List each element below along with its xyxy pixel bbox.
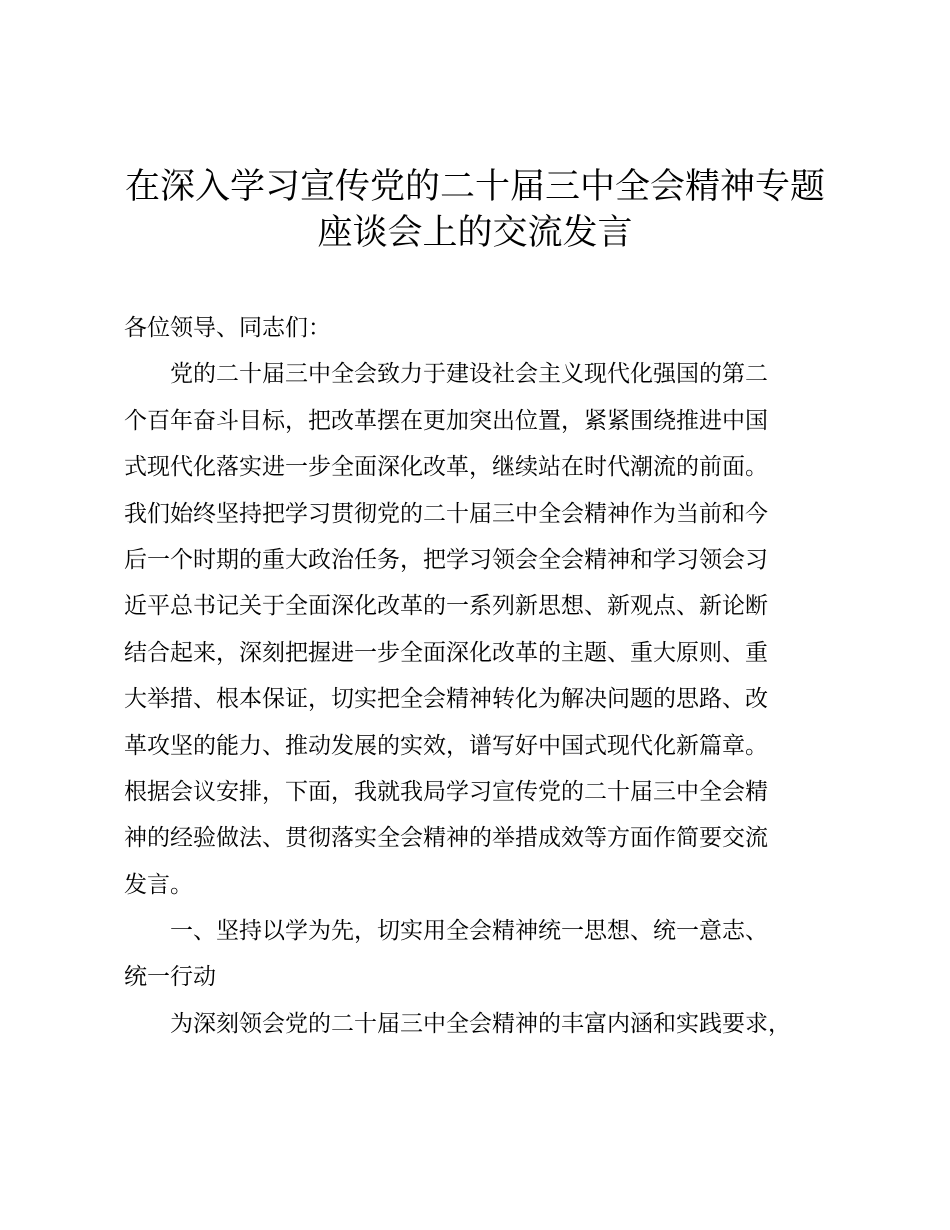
section-heading-line: 一、坚持以学为先，切实用全会精神统一思想、统一意志、 — [124, 918, 768, 945]
document-body — [124, 305, 844, 1047]
body-line: 个百年奋斗目标，把改革摆在更加突出位置，紧紧围绕推进中国 — [124, 407, 768, 434]
body-line: 党的二十届三中全会致力于建设社会主义现代化强国的第二 — [124, 361, 768, 388]
body-line: 式现代化落实进一步全面深化改革，继续站在时代潮流的前面。 — [124, 454, 768, 481]
salutation: 各位领导、同志们： — [124, 315, 331, 341]
body-line: 为深刻领会党的二十届三中全会精神的丰富内涵和实践要求， — [124, 1010, 791, 1037]
body-line: 革攻坚的能力、推动发展的实效，谱写好中国式现代化新篇章。 — [124, 732, 768, 759]
title-line-1: 在深入学习宣传党的二十届三中全会精神专题 — [124, 167, 825, 207]
body-line: 近平总书记关于全面深化改革的一系列新思想、新观点、新论断 — [124, 593, 768, 620]
title-line-2: 座谈会上的交流发言 — [317, 213, 633, 253]
body-line: 大举措、根本保证，切实把全会精神转化为解决问题的思路、改 — [124, 686, 768, 713]
body-line: 我们始终坚持把学习贯彻党的二十届三中全会精神作为当前和今 — [124, 500, 768, 527]
body-line: 神的经验做法、贯彻落实全会精神的举措成效等方面作简要交流 — [124, 825, 768, 852]
document-title — [0, 164, 950, 256]
body-line: 根据会议安排，下面，我就我局学习宣传党的二十届三中全会精 — [124, 778, 768, 805]
body-line: 发言。 — [124, 871, 193, 898]
section-heading-line: 统一行动 — [124, 964, 216, 991]
body-line: 结合起来，深刻把握进一步全面深化改革的主题、重大原则、重 — [124, 639, 768, 666]
body-line: 后一个时期的重大政治任务，把学习领会全会精神和学习领会习 — [124, 546, 768, 573]
